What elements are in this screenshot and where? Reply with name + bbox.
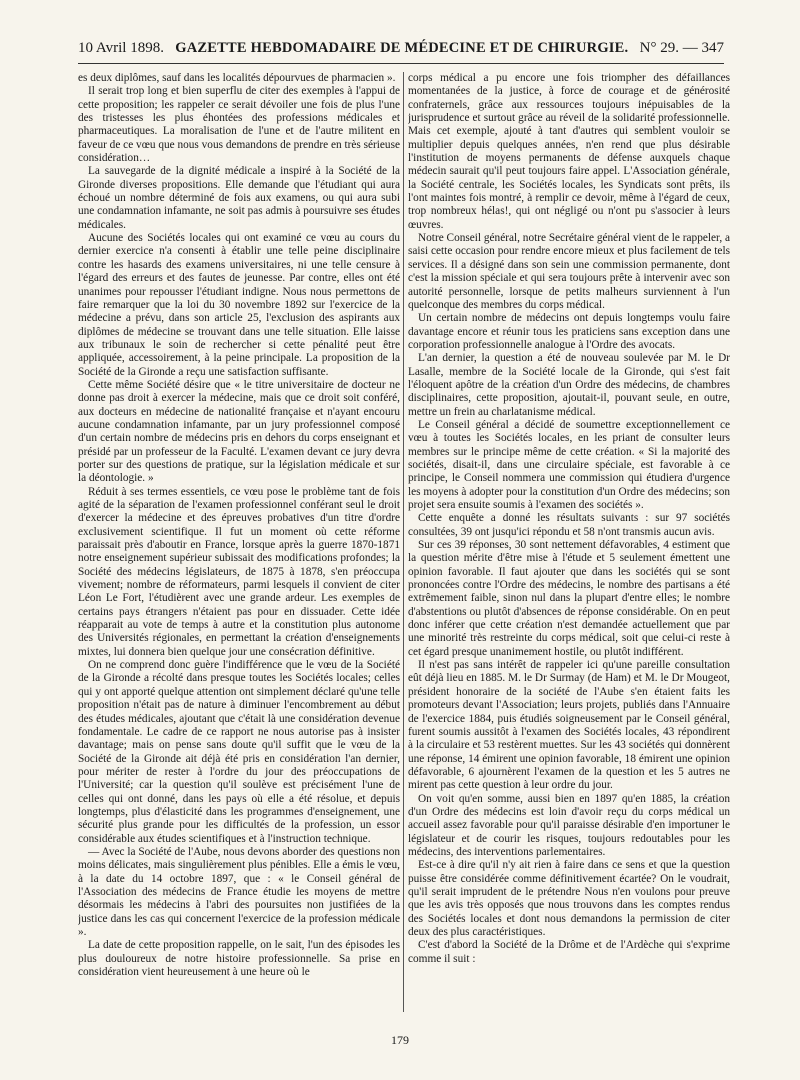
- issue-date: 10 Avril 1898.: [78, 40, 164, 56]
- paragraph: Le Conseil général a décidé de soumettre exceptionnellement ce vœu à toutes les Sociétés locales, en les priant de consulter leurs membres sur le principe même de cette création. « Si la majorité des sociétés, disait-il, dans une circulaire spéciale, est favorable à ce principe, le Conseil nommera une commission qui étudiera d'urgence les moyens à adopter pour la constitution d'un Ordre des médecins; son projet sera ensuite soumis à l'examen des sociétés ».: [408, 418, 730, 511]
- journal-title: GAZETTE HEBDOMADAIRE DE MÉDECINE ET DE CHIRURGIE.: [175, 40, 629, 56]
- paragraph: Réduit à ses termes essentiels, ce vœu pose le problème tant de fois agité de la séparation de l'examen professionnel conférant seul le droit d'exercer la médecine et des épreuves probatives d'un titre d'ordre exclusivement scientifique. Il fut un moment où cette réforme paraissait près d'aboutir en France, lorsque après la guerre 1870-1871 notre enseignement supérieur subissait des modifications profondes; la Société des médecins législateurs, de 1875 à 1878, s'en préoccupa vivement; nombre de réformateurs, parmi lesquels il convient de citer Léon Le Fort, l'étudièrent avec une grande ardeur. Les exemples de certains pays étrangers n'étaient pas pour en dissuader. Cette idée réapparait au vote de temps à autre et la constitution plus autonome des Universités régionales, en permettant la création d'enseignements mixtes, lui donnera bien quelque jour une consécration définitive.: [78, 485, 400, 658]
- left-column: [78, 72, 400, 1020]
- paragraph: Un certain nombre de médecins ont depuis longtemps voulu faire davantage encore et réunir tous les praticiens sans exception dans une corporation professionnelle analogue à l'Ordre des avocats.: [408, 312, 730, 351]
- paragraph: Cette enquête a donné les résultats suivants : sur 97 sociétés consultées, 39 ont jusqu'ici répondu et 58 n'ont transmis aucun avis.: [408, 512, 730, 538]
- paragraph: Est-ce à dire qu'il n'y ait rien à faire dans ce sens et que la question puisse être considérée comme définitivement écartée? On le voudrait, qu'il serait imprudent de le prétendre Nous n'en voulons pour preuve que les avis très opposés que nous trouvons dans les comptes rendus des Sociétés locales et dont nous demandons la permission de citer deux des plus caractéristiques.: [408, 859, 730, 938]
- paragraph: Aucune des Sociétés locales qui ont examiné ce vœu au cours du dernier exercice n'a consenti à établir une telle peine disciplinaire contre les hasards des examens universitaires, ni une telle censure à l'égard des erreurs et des fautes de jeunesse. Par contre, elles ont été unanimes pour repousser l'étudiant indigne. Nous nous permettons de faire remarquer que la loi du 30 novembre 1892 sur l'exercice de la médecine a prévu, dans son article 25, l'exclusion des aspirants aux diplômes de médecine se trouvant dans une telle situation. Elle laisse aux tribunaux le soin de rechercher si cette pénalité peut être appliquée, accessoirement, à la peine principale. La proposition de la Société de la Gironde a reçu une satisfaction suffisante.: [78, 232, 400, 378]
- issue-page-number: N° 29. — 347: [639, 40, 724, 56]
- paragraph: On ne comprend donc guère l'indifférence que le vœu de la Société de la Gironde a récolté dans presque toutes les Sociétés locales; celles qui y ont apporté quelque attention ont simplement déclaré qu'une telle proposition n'était pas de nature à diminuer l'encombrement au début des études médicales, ajoutant que c'était là une considération devenue fondamentale. Le cadre de ce rapport ne nous autorise pas à insister davantage; mais on pense sans doute qu'il suffit que le vœu de la Société de la Gironde ait déjà été pris en considération l'an dernier, pour mériter de rester à l'ordre du jour des préoccupations de l'Université; car la question qu'il soulève est précisément l'une de celles qui ont donné, dans les pays où elle a été résolue, et depuis longtemps, plus d'élasticité dans les programmes d'enseignement, une sécurité plus grande pour les difficultés de la profession, un essor considérable aux études scientifiques et à l'instruction technique.: [78, 659, 400, 845]
- header-rule: [78, 63, 724, 64]
- paragraph: On voit qu'en somme, aussi bien en 1897 qu'en 1885, la création d'un Ordre des médecins est loin d'avoir reçu du corps médical un accueil assez favorable pour qu'il paraisse désirable d'en importuner le législateur et de courir les risques, toujours redoutables pour les médecins, des interventions parlementaires.: [408, 792, 730, 858]
- paragraph: corps médical a pu encore une fois triompher des défaillances momentanées de la justice, à force de courage et de générosité confraternels, grâce aux ressources toujours inépuisables de la jurisprudence et surtout grâce au réveil de la solidarité professionnelle. Mais cet exemple, ajouté à tant d'autres qui semblent vouloir se multiplier depuis quelques années, n'en rend que plus désirable l'institution de moyens permanents de défense auxquels chaque médecin saurait qu'il peut toujours faire appel. L'Association générale, la Société centrale, les Sociétés locales, les Syndicats sont prêts, ils l'ont maintes fois montré, à remplir ce devoir, même à l'égard de ceux, trop nombreux hélas!, qui ont négligé ou n'ont pu s'associer à leurs œuvres.: [408, 72, 730, 231]
- paragraph: Sur ces 39 réponses, 30 sont nettement défavorables, 4 estiment que la question mérite d'être mise à l'étude et 5 seulement émettent une opinion favorable. Il faut ajouter que dans les sociétés qui se sont prononcées contre l'Ordre des médecins, le nombre des partisans a été extrêmement faible, sinon nul dans la plupart d'entre elles; le nombre d'abstentions ou plutôt d'absences de réponse considérable. On en peut donc inférer que cette création n'est demandée actuellement que par une minorité très restreinte du corps médical, soit que celui-ci reste à cet égard presque unanimement hostile, ou plutôt indifférent.: [408, 539, 730, 658]
- column-divider: [403, 72, 404, 1012]
- page-folio: 179: [391, 1033, 409, 1047]
- paragraph: Notre Conseil général, notre Secrétaire général vient de le rappeler, a saisi cette occasion pour rendre encore mieux et plus facilement de tels services. Il a désigné dans son sein une commission permanente, dont c'est la mission spéciale et qui sera toujours prête à intervenir avec son autorité personnelle, lorsque de petits malheurs surviennent à l'un quelconque des membres du corps médical.: [408, 232, 730, 311]
- paragraph: Cette même Société désire que « le titre universitaire de docteur ne donne pas droit à exercer la médecine, mais que ce droit soit conféré, aux docteurs en médecine de nationalité française et n'ayant encouru aucune condamnation infamante, par un jury professionnel composé d'un certain nombre de médecins pris en dehors du corps enseignant et présidé par un professeur de la Faculté. L'examen devant ce jury devra porter sur des questions de pratique, sur la législation médicale et sur la déontologie. »: [78, 378, 400, 485]
- running-head: [78, 40, 724, 57]
- paragraph: L'an dernier, la question a été de nouveau soulevée par M. le Dr Lasalle, membre de la Société locale de la Gironde, qui s'est fait l'éloquent apôtre de la création d'un Ordre des médecins, de chambres disciplinaires, cette proposition, ajoutait-il, pouvant seule, en outre, mettre un frein au charlatanisme médical.: [408, 352, 730, 418]
- paragraph: Il n'est pas sans intérêt de rappeler ici qu'une pareille consultation eût déjà lieu en 1885. M. le Dr Surmay (de Ham) et M. le Dr Mougeot, président honoraire de la société de l'Aube s'en étaient faits les promoteurs devant l'Association; leurs projets, publiés dans l'Annuaire de l'exercice 1884, puis étudiés soigneusement par le Conseil général, furent soumis aussitôt à l'examen des Sociétés locales, 43 répondirent à la circulaire et 53 restèrent muettes. Sur les 43 sociétés qui donnèrent une réponse, 14 émirent une opinion favorable, 18 émirent une opinion défavorable, 6 ajournèrent l'examen de la question et les 5 autres ne mirent pas cette question à leur ordre du jour.: [408, 659, 730, 792]
- paragraph: C'est d'abord la Société de la Drôme et de l'Ardèche qui s'exprime comme il suit :: [408, 939, 730, 965]
- paragraph: es deux diplômes, sauf dans les localités dépourvues de pharmacien ».: [78, 72, 396, 84]
- right-column: [408, 72, 730, 1020]
- paragraph: La date de cette proposition rappelle, on le sait, l'un des épisodes les plus douloureux de notre histoire professionnelle. Sa prise en considération vient heureusement à une heure où le: [78, 939, 400, 979]
- paragraph: La sauvegarde de la dignité médicale a inspiré à la Société de la Gironde diverses propositions. Elle demande que l'étudiant qui aura échoué un nombre déterminé de fois aux examens, ou qui aura subi une condamnation infamante, ne soit pas admis à poursuivre ses études médicales.: [78, 165, 400, 231]
- paragraph: — Avec la Société de l'Aube, nous devons aborder des questions non moins délicates, mais singulièrement plus pénibles. Elle a émis le vœu, à la date du 14 octobre 1897, que : « le Conseil général de l'Association des médecins de France étudie les moyens de mettre désormais les médecins à l'abri des poursuites non justifiées de la justice dans les cas qui concernent l'exercice de la profession médicale ».: [78, 845, 400, 938]
- paragraph: Il serait trop long et bien superflu de citer des exemples à l'appui de cette proposition; les rappeler ce serait dévoiler une fois de plus l'une des tristesses les plus éhontées des professions médicales et pharmaceutiques. La moralisation de l'une et de l'autre militent en faveur de ce vœu que nous vous demandons de prendre en très sérieuse considération…: [78, 85, 400, 165]
